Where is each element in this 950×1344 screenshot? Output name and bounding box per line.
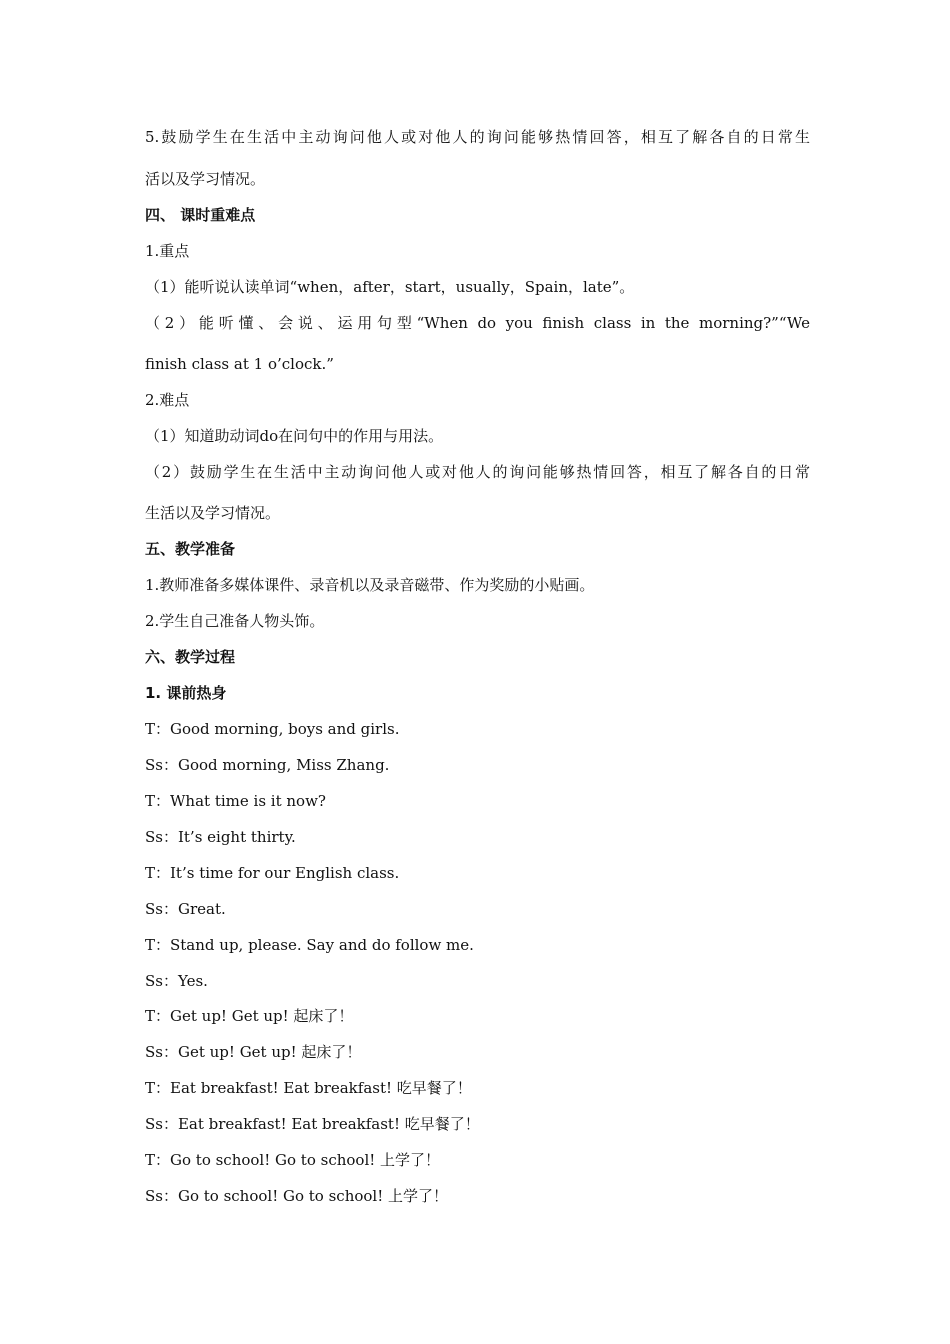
- section-heading-6: 六、教学过程: [145, 648, 236, 666]
- difficult-point-2-line-2: 生活以及学习情况。: [145, 504, 281, 522]
- subsection-heading-1: 1. 课前热身: [145, 684, 227, 702]
- dialogue-line-14: Ss：Go to school! Go to school! 上学了！: [145, 1187, 449, 1205]
- dialogue-line-5: T：It’s time for our English class.: [145, 864, 400, 882]
- preparation-1: 1.教师准备多媒体课件、录音机以及录音磁带、作为奖励的小贴画。: [145, 576, 595, 594]
- dialogue-line-2: Ss：Good morning, Miss Zhang.: [145, 756, 390, 774]
- dialogue-line-8: Ss：Yes.: [145, 972, 208, 990]
- dialogue-line-1: T：Good morning, boys and girls.: [145, 720, 400, 738]
- goal-5-line-1: 5.鼓励学生在生活中主动询问他人或对他人的询问能够热情回答，相互了解各自的日常生: [145, 128, 810, 146]
- preparation-2: 2.学生自己准备人物头饰。: [145, 612, 325, 630]
- dialogue-line-7: T：Stand up, please. Say and do follow me.: [145, 936, 474, 954]
- dialogue-line-13: T：Go to school! Go to school! 上学了！: [145, 1151, 441, 1169]
- key-point-2-line-1: （2）能听懂、会说、运用句型“When do you finish class in the morning?”“We: [145, 314, 810, 332]
- difficult-points-label: 2.难点: [145, 391, 190, 409]
- dialogue-line-6: Ss：Great.: [145, 900, 226, 918]
- dialogue-line-3: T：What time is it now?: [145, 792, 326, 810]
- section-heading-4: 四、 课时重难点: [145, 206, 256, 224]
- dialogue-line-10: Ss：Get up! Get up! 起床了！: [145, 1043, 362, 1061]
- difficult-point-1: （1）知道助动词do在问句中的作用与用法。: [145, 427, 444, 445]
- section-heading-5: 五、教学准备: [145, 540, 236, 558]
- difficult-point-2-line-1: （2）鼓励学生在生活中主动询问他人或对他人的询问能够热情回答，相互了解各自的日常: [145, 463, 810, 481]
- key-point-1: （1）能听说认读单词“when，after，start，usually，Spain，late”。: [145, 278, 635, 296]
- dialogue-line-12: Ss：Eat breakfast! Eat breakfast! 吃早餐了！: [145, 1115, 480, 1133]
- goal-5-line-2: 活以及学习情况。: [145, 170, 266, 188]
- key-point-2-line-2: finish class at 1 o’clock.”: [145, 355, 334, 373]
- dialogue-line-4: Ss：It’s eight thirty.: [145, 828, 296, 846]
- key-points-label: 1.重点: [145, 242, 190, 260]
- dialogue-line-9: T：Get up! Get up! 起床了！: [145, 1007, 354, 1025]
- dialogue-line-11: T：Eat breakfast! Eat breakfast! 吃早餐了！: [145, 1079, 472, 1097]
